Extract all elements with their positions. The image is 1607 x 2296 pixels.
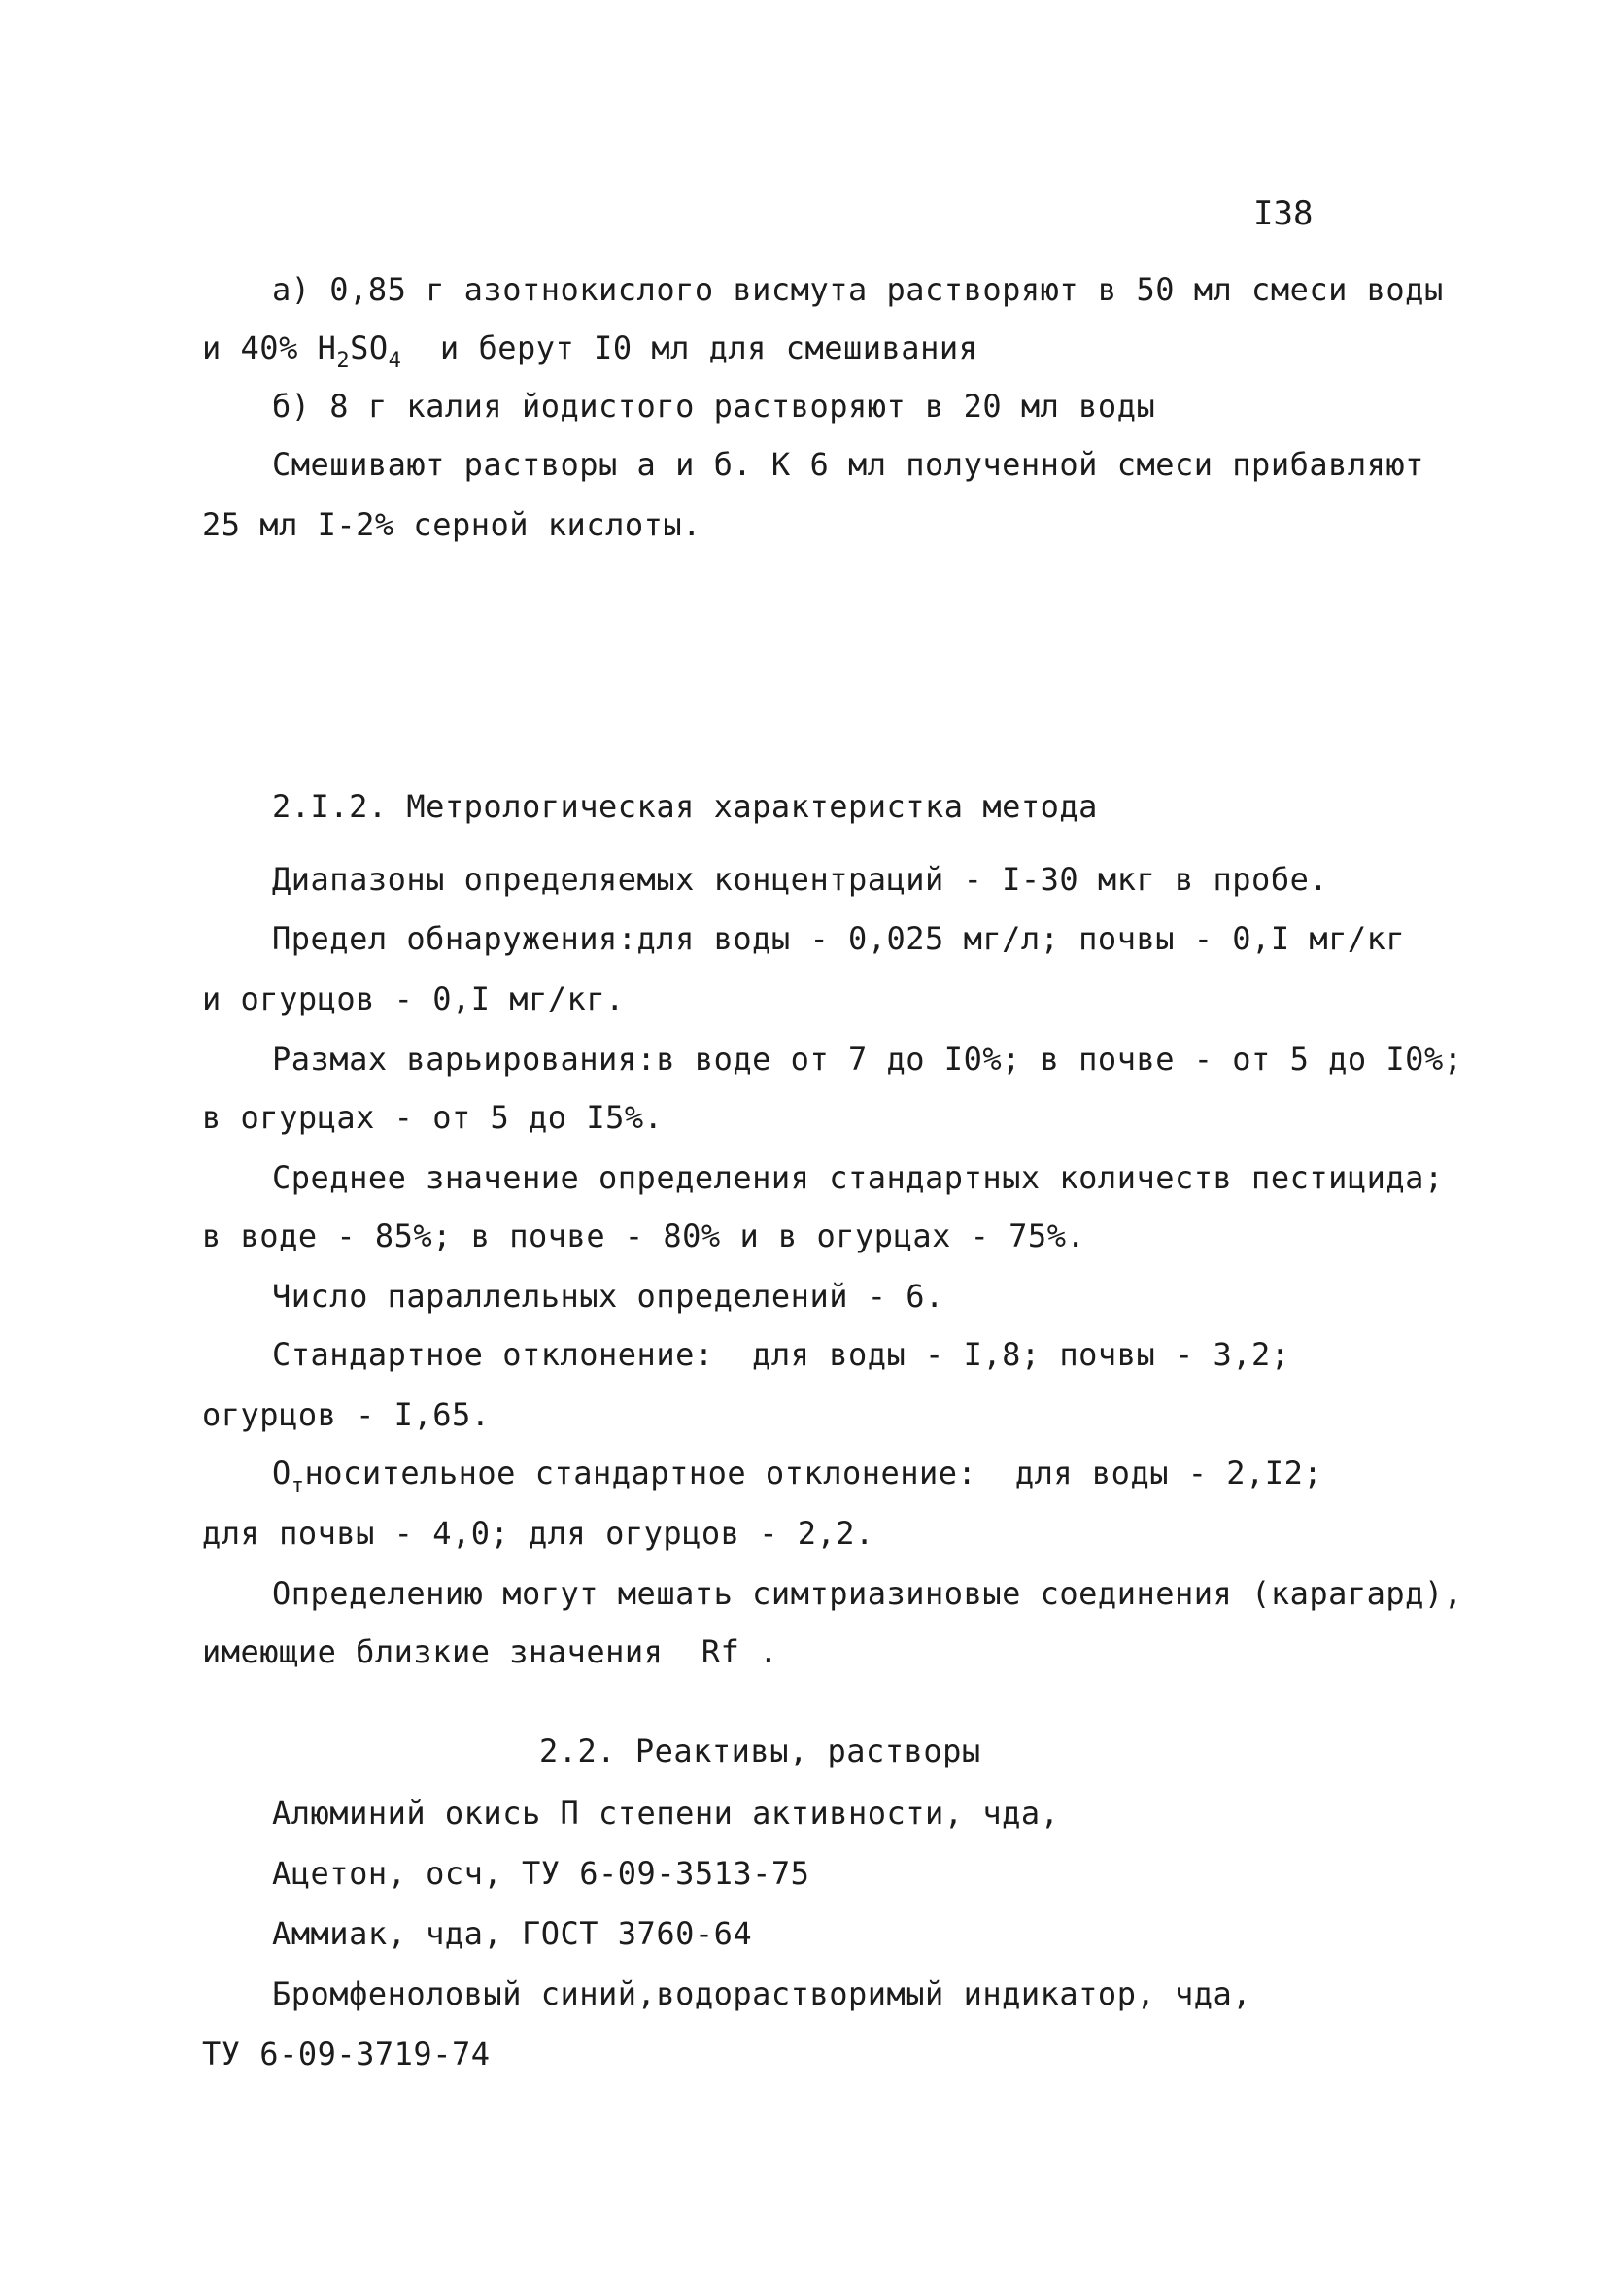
text-line-mix2: 25 мл I-2% серной кислоты. xyxy=(202,506,701,543)
text-line: ТУ 6-09-3719-74 xyxy=(202,2036,491,2073)
text-line: Бромфеноловый синий,водорастворимый индикатор, чда, xyxy=(272,1975,1252,2012)
text-line: для почвы - 4,0; для огурцов - 2,2. xyxy=(202,1515,874,1552)
text-line-a2-prefix: и 40% H xyxy=(202,329,337,366)
section-heading-metrology: 2.I.2. Метрологическая характеристка метода xyxy=(272,788,1098,825)
text-line: в воде - 85%; в почве - 80% и в огурцах - 75%. xyxy=(202,1217,1086,1254)
text-line-rel-std xyxy=(272,1454,1323,1498)
text-line: Ацетон, осч, ТУ 6-09-3513-75 xyxy=(272,1855,810,1892)
text-line: Размах варьирования:в воде от 7 до I0%; в почве - от 5 до I0%; xyxy=(272,1041,1463,1078)
text-line: Среднее значение определения стандартных количеств пестицида; xyxy=(272,1159,1444,1196)
text-line: Предел обнаружения:для воды - 0,025 мг/л; почвы - 0,I мг/кг xyxy=(272,920,1406,957)
rel-std-prefix: О xyxy=(272,1455,291,1491)
text-line-b: б) 8 г калия йодистого растворяют в 20 мл воды xyxy=(272,388,1156,425)
text-line: Число параллельных определений - 6. xyxy=(272,1278,944,1315)
text-line: и огурцов - 0,I мг/кг. xyxy=(202,980,625,1017)
text-line: Алюминий окись П степени активности, чда, xyxy=(272,1795,1060,1832)
rel-std-rest: носительное стандартное отклонение: для воды - 2,I2; xyxy=(304,1455,1323,1491)
text-line: Стандартное отклонение: для воды - I,8; почвы - 3,2; xyxy=(272,1336,1290,1373)
text-line: Диапазоны определяемых концентраций - I-30 мкг в пробе. xyxy=(272,861,1329,898)
subscript-2: 2 xyxy=(336,349,351,373)
text-line: Аммиак, чда, ГОСТ 3760-64 xyxy=(272,1915,753,1952)
text-line-a2-mid: SO xyxy=(350,329,389,366)
text-line: огурцов - I,65. xyxy=(202,1396,491,1433)
subscript-4: 4 xyxy=(388,349,402,373)
text-line: Определению могут мешать симтриазиновые соединения (карагард), xyxy=(272,1575,1463,1612)
section-heading-reagents: 2.2. Реактивы, растворы xyxy=(539,1732,981,1769)
subscript-t: т xyxy=(291,1474,305,1498)
text-line-a1: а) 0,85 г азотнокислого висмута растворяют в 50 мл смеси воды xyxy=(272,271,1444,308)
text-line-a2-suffix: и берут I0 мл для смешивания xyxy=(401,329,978,366)
text-line-a2 xyxy=(202,328,978,373)
text-line-mix1: Смешивают растворы а и б. К 6 мл полученной смеси прибавляют xyxy=(272,446,1424,483)
page-number: I38 xyxy=(1253,194,1314,233)
text-line: имеющие близкие значения Rf . xyxy=(202,1633,778,1670)
text-line: в огурцах - от 5 до I5%. xyxy=(202,1099,664,1136)
